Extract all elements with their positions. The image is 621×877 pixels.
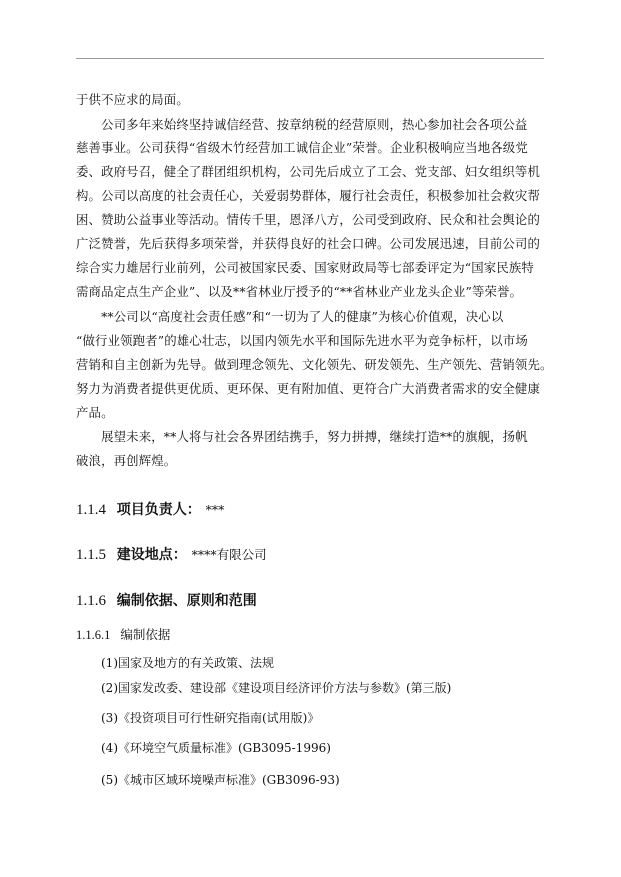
list-item: (3)《投资项目可行性研究指南(试用版)》	[101, 711, 320, 725]
section-title: 编制依据、原则和范围	[116, 593, 257, 609]
body-line: 需商品定点生产企业”、以及**省林业厅授予的“**省林业产业龙头企业”等荣誉。	[76, 284, 523, 299]
section-value: ***	[205, 502, 225, 517]
body-line: 展望未来，**人将与社会各界团结携手，努力拼搏，继续打造**的旗舰，扬帆	[76, 429, 528, 444]
section-compilation-basis	[76, 590, 257, 611]
subsection-heading	[76, 627, 170, 643]
subsection-number: 1.1.6.1	[76, 628, 111, 642]
body-line: 营销和自主创新为先导。做到理念领先、文化领先、研发领先、生产领先、营销领先。	[76, 357, 553, 372]
section-number: 1.1.4	[76, 502, 106, 518]
body-line: 于供不应求的局面。	[76, 92, 189, 107]
body-line: 委、政府号召，健全了群团组织机构，公司先后成立了工会、党支部、妇女组织等机	[76, 164, 541, 179]
body-line: 努力为消费者提供更优质、更环保、更有附加值、更符合广大消费者需求的安全健康	[76, 381, 541, 396]
list-item: (2)国家发改委、建设部《建设项目经济评价方法与参数》(第三版)	[101, 681, 452, 695]
body-line: 慈善事业。公司获得“省级木竹经营加工诚信企业”荣誉。企业积极响应当地各级党	[76, 140, 528, 155]
section-construction-site	[76, 544, 267, 565]
body-line: **公司以“高度社会责任感”和“一切为了人的健康”为核心价值观，决心以	[76, 309, 504, 324]
subsection-title: 编制依据	[120, 627, 171, 642]
section-number: 1.1.5	[76, 547, 106, 563]
list-item: (1)国家及地方的有关政策、法规	[101, 656, 274, 670]
body-line: 公司多年来始终坚持诚信经营、按章纳税的经营原则，热心参加社会各项公益	[76, 117, 528, 132]
section-project-leader	[76, 499, 224, 520]
body-line: 产品。	[76, 405, 114, 420]
body-line: “做行业领跑者”的雄心壮志，以国内领先水平和国际先进水平为竞争标杆，以市场	[76, 333, 528, 348]
body-line: 构。公司以高度的社会责任心，关爱弱势群体，履行社会责任，积极参加社会救灾帮	[76, 188, 541, 203]
section-value: ****有限公司	[191, 547, 267, 562]
list-item: (4)《环境空气质量标准》(GB3095-1996)	[101, 741, 331, 755]
body-line: 广泛赞誉，先后获得多项荣誉，并获得良好的社会口碑。公司发展迅速，目前公司的	[76, 236, 541, 251]
section-number: 1.1.6	[76, 593, 106, 609]
section-title: 项目负责人：	[116, 502, 201, 518]
body-line: 困、赞助公益事业等活动。情传千里，恩泽八方，公司受到政府、民众和社会舆论的	[76, 212, 541, 227]
body-line: 综合实力雄居行业前列，公司被国家民委、国家财政局等七部委评定为“国家民族特	[76, 260, 534, 275]
list-item: (5)《城市区域环境噪声标准》(GB3096-93)	[101, 773, 340, 787]
header-rule	[76, 58, 544, 59]
section-title: 建设地点：	[116, 547, 187, 563]
body-line: 破浪，再创辉煌。	[76, 453, 177, 468]
